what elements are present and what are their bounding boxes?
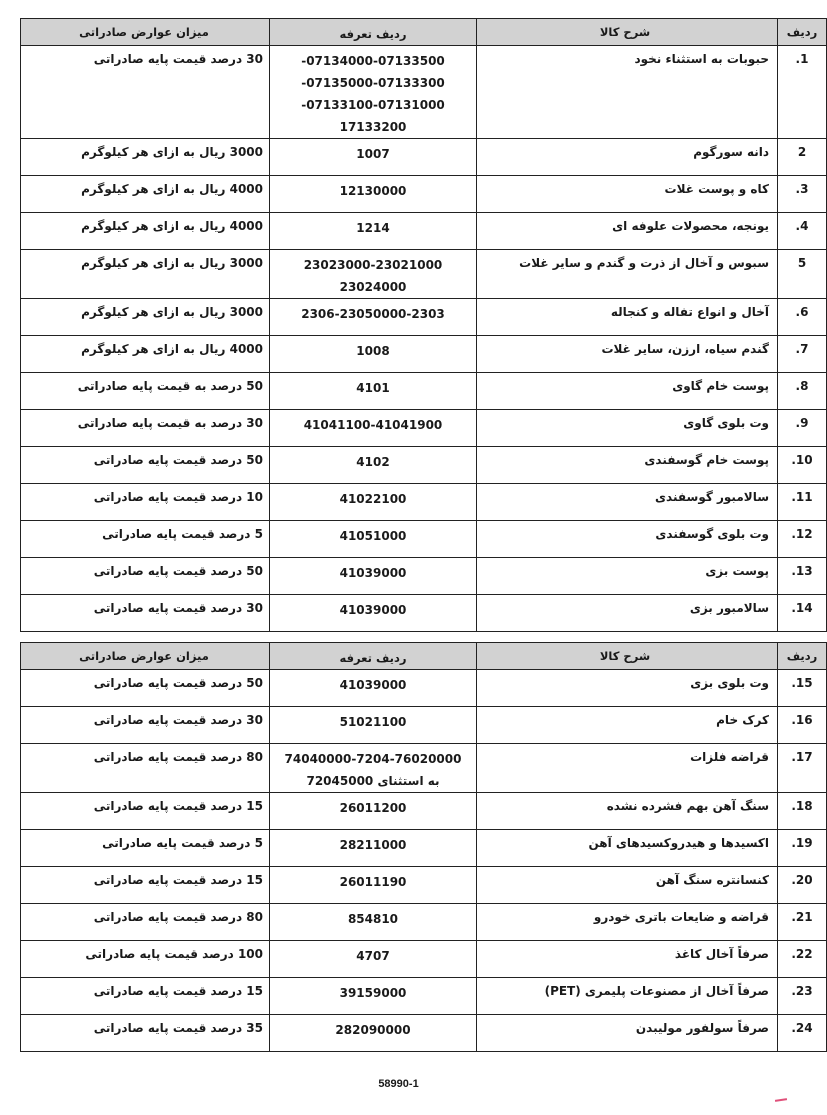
item-description: وت بلوی بزی — [477, 670, 778, 707]
header-desc: شرح کالا — [477, 19, 778, 46]
tariff-code: 26011200 — [339, 801, 407, 815]
row-number: 6. — [778, 299, 827, 336]
export-duty: 50 درصد به قیمت پایه صادراتی — [21, 373, 270, 410]
export-duty: 5 درصد قیمت پایه صادراتی — [21, 521, 270, 558]
row-number: 18. — [778, 793, 827, 830]
tariff-code: -07135000-07133300 — [301, 76, 445, 90]
export-duty: 4000 ریال به ازای هر کیلوگرم — [21, 176, 270, 213]
table-body-2 — [21, 670, 827, 1052]
tariff-code: 41039000 — [339, 566, 407, 580]
item-description: آخال و انواع تفاله و کنجاله — [477, 299, 778, 336]
tariff-code: 2306-23050000-2303 — [301, 307, 445, 321]
table-row — [21, 299, 827, 336]
export-duty: 5 درصد قیمت پایه صادراتی — [21, 830, 270, 867]
tariff-code-cell — [270, 558, 477, 595]
item-description: صرفاً سولفور مولیبدن — [477, 1015, 778, 1052]
export-duty: 3000 ریال به ازای هر کیلوگرم — [21, 299, 270, 336]
row-number: 16. — [778, 707, 827, 744]
tariff-code: -07133100-07131000 — [301, 98, 445, 112]
table-row — [21, 867, 827, 904]
export-duty: 50 درصد قیمت پایه صادراتی — [21, 670, 270, 707]
header-num: ردیف — [778, 643, 827, 670]
tariff-code-cell — [270, 484, 477, 521]
tariff-code: 51021100 — [339, 715, 407, 729]
item-description: پوست خام گاوی — [477, 373, 778, 410]
item-description: حبوبات به استثناء نخود — [477, 46, 778, 139]
item-description: سالامبور بزی — [477, 595, 778, 632]
table-row — [21, 830, 827, 867]
table-row — [21, 484, 827, 521]
item-description: دانه سورگوم — [477, 139, 778, 176]
tariff-code: 1008 — [356, 344, 390, 358]
table-row — [21, 595, 827, 632]
export-duty: 15 درصد قیمت پایه صادراتی — [21, 978, 270, 1015]
row-number: 11. — [778, 484, 827, 521]
tariff-code-cell — [270, 139, 477, 176]
row-number: 13. — [778, 558, 827, 595]
item-description: پوست بزی — [477, 558, 778, 595]
item-description: کاه و پوست غلات — [477, 176, 778, 213]
tariff-code: 854810 — [347, 912, 399, 926]
export-duty: 4000 ریال به ازای هر کیلوگرم — [21, 213, 270, 250]
tariff-code-cell — [270, 707, 477, 744]
tariff-code: 74040000-7204-76020000 — [284, 752, 462, 766]
table-row — [21, 373, 827, 410]
tariff-code-cell — [270, 867, 477, 904]
tariff-code: 17133200 — [339, 120, 407, 134]
row-number: 23. — [778, 978, 827, 1015]
tariff-code: 4707 — [356, 949, 390, 963]
item-description: یونجه، محصولات علوفه ای — [477, 213, 778, 250]
export-duty: 3000 ریال به ازای هر کیلوگرم — [21, 250, 270, 299]
table-header-row — [21, 643, 827, 670]
item-description: سبوس و آخال از ذرت و گندم و سایر غلات — [477, 250, 778, 299]
row-number: 14. — [778, 595, 827, 632]
export-duty: 30 درصد قیمت پایه صادراتی — [21, 595, 270, 632]
table-row — [21, 410, 827, 447]
export-duty: 100 درصد قیمت پایه صادراتی — [21, 941, 270, 978]
tariff-code-cell — [270, 176, 477, 213]
table-row — [21, 521, 827, 558]
header-code: ردیف تعرفه — [270, 643, 477, 670]
tariff-code: 12130000 — [339, 184, 407, 198]
table-row — [21, 941, 827, 978]
export-duty: 3000 ریال به ازای هر کیلوگرم — [21, 139, 270, 176]
header-code: ردیف تعرفه — [270, 19, 477, 46]
export-duty: 80 درصد قیمت پایه صادراتی — [21, 904, 270, 941]
tariff-code-cell — [270, 670, 477, 707]
row-number: 21. — [778, 904, 827, 941]
export-duty: 10 درصد قیمت پایه صادراتی — [21, 484, 270, 521]
item-description: وت بلوی گوسفندی — [477, 521, 778, 558]
export-duty: 4000 ریال به ازای هر کیلوگرم — [21, 336, 270, 373]
export-duty: 35 درصد قیمت پایه صادراتی — [21, 1015, 270, 1052]
export-duty: 15 درصد قیمت پایه صادراتی — [21, 867, 270, 904]
row-number: 19. — [778, 830, 827, 867]
tariff-code: 41041100-41041900 — [303, 418, 443, 432]
header-num: ردیف — [778, 19, 827, 46]
tariff-code-cell — [270, 521, 477, 558]
export-duty: 30 درصد قیمت پایه صادراتی — [21, 46, 270, 139]
tariff-code: 4102 — [356, 455, 390, 469]
tariff-code: 23024000 — [339, 280, 407, 294]
table-row — [21, 336, 827, 373]
row-number: 22. — [778, 941, 827, 978]
table-row — [21, 904, 827, 941]
tariff-code: به استثنای 72045000 — [306, 774, 440, 788]
table-row — [21, 139, 827, 176]
tariff-code-cell — [270, 1015, 477, 1052]
header-desc: شرح کالا — [477, 643, 778, 670]
tariff-code-cell — [270, 904, 477, 941]
tariff-code-cell — [270, 447, 477, 484]
tariff-code-cell — [270, 213, 477, 250]
table-row — [21, 707, 827, 744]
document-code: 58990-1 — [378, 1078, 419, 1090]
tariff-code-cell — [270, 336, 477, 373]
tariff-code-cell — [270, 793, 477, 830]
item-description: کنسانتره سنگ آهن — [477, 867, 778, 904]
tariff-table-2 — [20, 642, 827, 1052]
header-duty: میزان عوارض صادراتی — [21, 643, 270, 670]
row-number: 7. — [778, 336, 827, 373]
tariff-code-cell — [270, 941, 477, 978]
table-row — [21, 250, 827, 299]
row-number: 12. — [778, 521, 827, 558]
tariff-code: 41051000 — [339, 529, 407, 543]
table-body-1 — [21, 46, 827, 632]
row-number: 2 — [778, 139, 827, 176]
table-row — [21, 670, 827, 707]
table-row — [21, 558, 827, 595]
tariff-code-cell — [270, 299, 477, 336]
item-description: گندم سیاه، ارزن، سایر غلات — [477, 336, 778, 373]
header-duty: میزان عوارض صادراتی — [21, 19, 270, 46]
table-row — [21, 793, 827, 830]
row-number: 1. — [778, 46, 827, 139]
item-description: صرفاً آخال کاغذ — [477, 941, 778, 978]
row-number: 9. — [778, 410, 827, 447]
tariff-code: 282090000 — [335, 1023, 411, 1037]
tariff-code: 41022100 — [339, 492, 407, 506]
item-description: قراضه فلزات — [477, 744, 778, 793]
row-number: 17. — [778, 744, 827, 793]
item-description: سالامبور گوسفندی — [477, 484, 778, 521]
table-row — [21, 1015, 827, 1052]
tariff-code: 28211000 — [339, 838, 407, 852]
tariff-code: 23023000-23021000 — [303, 258, 443, 272]
table-row — [21, 176, 827, 213]
row-number: 5 — [778, 250, 827, 299]
row-number: 15. — [778, 670, 827, 707]
table-row — [21, 978, 827, 1015]
tariff-code: 41039000 — [339, 678, 407, 692]
tariff-code-cell — [270, 250, 477, 299]
pen-mark — [775, 1098, 787, 1102]
item-description: صرفاً آخال از مصنوعات پلیمری (PET) — [477, 978, 778, 1015]
tariff-code: 4101 — [356, 381, 390, 395]
tariff-code-cell — [270, 595, 477, 632]
item-description: وت بلوی گاوی — [477, 410, 778, 447]
tariff-code-cell — [270, 830, 477, 867]
item-description: سنگ آهن بهم فشرده نشده — [477, 793, 778, 830]
table-row — [21, 744, 827, 793]
item-description: کرک خام — [477, 707, 778, 744]
tariff-code: 41039000 — [339, 603, 407, 617]
item-description: قراضه و ضایعات باتری خودرو — [477, 904, 778, 941]
export-duty: 15 درصد قیمت پایه صادراتی — [21, 793, 270, 830]
row-number: 24. — [778, 1015, 827, 1052]
item-description: اکسیدها و هیدروکسیدهای آهن — [477, 830, 778, 867]
export-duty: 50 درصد قیمت پایه صادراتی — [21, 447, 270, 484]
tariff-code: 39159000 — [339, 986, 407, 1000]
export-duty: 30 درصد قیمت پایه صادراتی — [21, 707, 270, 744]
tariff-code: 1007 — [356, 147, 390, 161]
table-row — [21, 213, 827, 250]
row-number: 4. — [778, 213, 827, 250]
table-row — [21, 447, 827, 484]
item-description: پوست خام گوسفندی — [477, 447, 778, 484]
tariff-code: 1214 — [356, 221, 390, 235]
tariff-code-cell — [270, 744, 477, 793]
tariff-code: -07134000-07133500 — [301, 54, 445, 68]
tariff-code: 26011190 — [339, 875, 407, 889]
tariff-table-1 — [20, 18, 827, 632]
export-duty: 50 درصد قیمت پایه صادراتی — [21, 558, 270, 595]
export-duty: 80 درصد قیمت پایه صادراتی — [21, 744, 270, 793]
table-row — [21, 46, 827, 139]
tariff-code-cell — [270, 46, 477, 139]
row-number: 8. — [778, 373, 827, 410]
tariff-code-cell — [270, 373, 477, 410]
table-header-row — [21, 19, 827, 46]
tariff-code-cell — [270, 410, 477, 447]
tariff-code-cell — [270, 978, 477, 1015]
row-number: 10. — [778, 447, 827, 484]
export-duty: 30 درصد به قیمت پایه صادراتی — [21, 410, 270, 447]
row-number: 20. — [778, 867, 827, 904]
row-number: 3. — [778, 176, 827, 213]
